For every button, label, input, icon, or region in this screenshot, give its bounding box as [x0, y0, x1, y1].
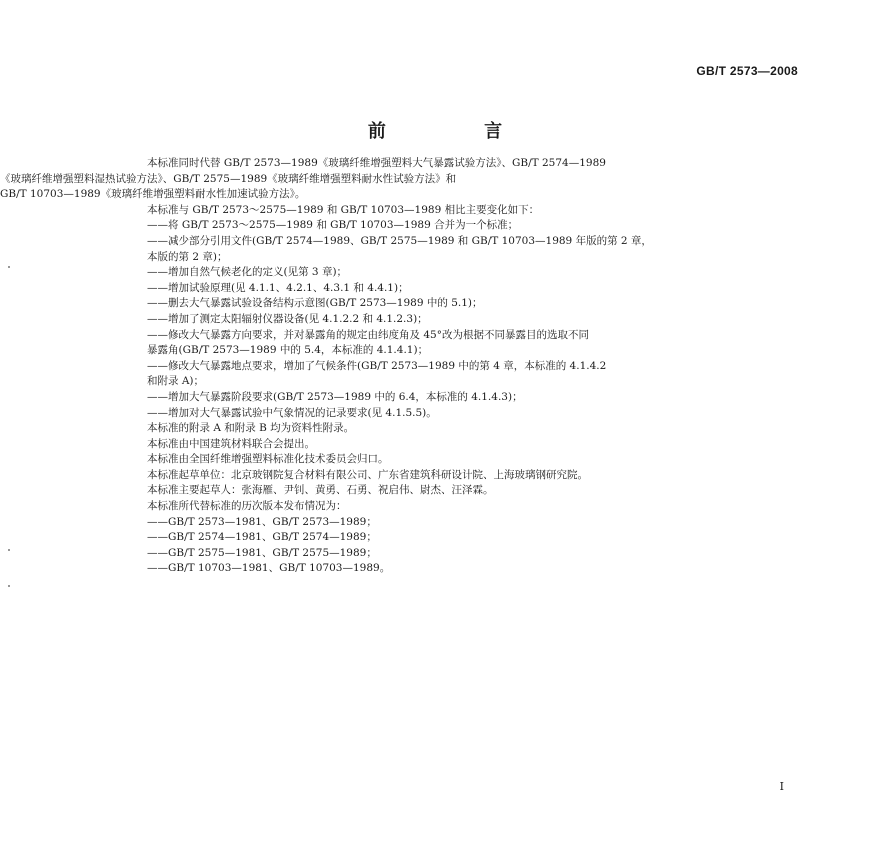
page-number: I — [779, 780, 784, 793]
foreword-line: ——GB/T 2574—1981、GB/T 2574—1989； — [147, 531, 377, 544]
standard-code: GB/T 2573—2008 — [696, 64, 798, 78]
page-title: 前 言 — [367, 121, 549, 142]
foreword-line: 本标准与 GB/T 2573～2575—1989 和 GB/T 10703—1989 相比主要变化如下： — [147, 203, 540, 216]
scan-speck — [8, 549, 10, 551]
foreword-line: ——增加大气暴露阶段要求(GB/T 2573—1989 中的 6.4，本标准的 4.1.4.3)； — [147, 390, 523, 403]
foreword-line: ——GB/T 2573—1981、GB/T 2573—1989； — [147, 515, 377, 528]
foreword-line: ——增加试验原理(见 4.1.1、4.2.1、4.3.1 和 4.4.1)； — [147, 281, 409, 294]
foreword-line: 本标准同时代替 GB/T 2573—1989《玻璃纤维增强塑料大气暴露试验方法》、GB/T 2574—1989 — [147, 157, 606, 169]
foreword-line: 本版的第 2 章)； — [147, 250, 228, 263]
foreword-line: ——增加了测定太阳辐射仪器设备(见 4.1.2.2 和 4.1.2.3)； — [147, 312, 428, 325]
foreword-body — [0, 156, 802, 577]
foreword-line: 本标准起草单位：北京玻钢院复合材料有限公司、广东省建筑科研设计院、上海玻璃钢研究院。 — [147, 468, 588, 481]
scan-speck — [8, 585, 10, 587]
foreword-line: 《玻璃纤维增强塑料湿热试验方法》、GB/T 2575—1989《玻璃纤维增强塑料耐水性试验方法》和 — [0, 172, 457, 185]
foreword-line: 本标准主要起草人：张海雁、尹钊、黄勇、石勇、祝启伟、尉杰、汪泽霖。 — [147, 484, 494, 497]
foreword-line: ——删去大气暴露试验设备结构示意图(GB/T 2573—1989 中的 5.1)； — [147, 297, 483, 310]
foreword-line: 本标准由中国建筑材料联合会提出。 — [147, 437, 315, 450]
foreword-line: ——GB/T 10703—1981、GB/T 10703—1989。 — [147, 562, 391, 575]
foreword-line: ——修改大气暴露地点要求，增加了气候条件(GB/T 2573—1989 中的第 4 章，本标准的 4.1.4.2 — [147, 359, 607, 372]
foreword-line: ——增加自然气候老化的定义(见第 3 章)； — [147, 266, 348, 279]
foreword-line: 本标准的附录 A 和附录 B 均为资料性附录。 — [147, 422, 355, 435]
foreword-line: ——将 GB/T 2573～2575—1989 和 GB/T 10703—1989 合并为一个标准； — [147, 219, 519, 232]
foreword-line: 本标准由全国纤维增强塑料标准化技术委员会归口。 — [147, 453, 389, 466]
foreword-line: 本标准所代替标准的历次版本发布情况为： — [147, 500, 347, 513]
foreword-line: 和附录 A)； — [147, 375, 205, 388]
foreword-line: ——修改大气暴露方向要求，并对暴露角的规定由纬度角及 45°改为根据不同暴露目的选取不同 — [147, 328, 589, 341]
foreword-line: GB/T 10703—1989《玻璃纤维增强塑料耐水性加速试验方法》。 — [0, 188, 306, 201]
foreword-line: ——减少部分引用文件(GB/T 2574—1989、GB/T 2575—1989 和 GB/T 10703—1989 年版的第 2 章， — [147, 234, 652, 247]
scan-speck — [8, 266, 10, 268]
foreword-line: ——增加对大气暴露试验中气象情况的记录要求(见 4.1.5.5)。 — [147, 406, 437, 419]
foreword-line: ——GB/T 2575—1981、GB/T 2575—1989； — [147, 546, 377, 559]
foreword-line: 暴露角(GB/T 2573—1989 中的 5.4，本标准的 4.1.4.1)； — [147, 344, 429, 357]
